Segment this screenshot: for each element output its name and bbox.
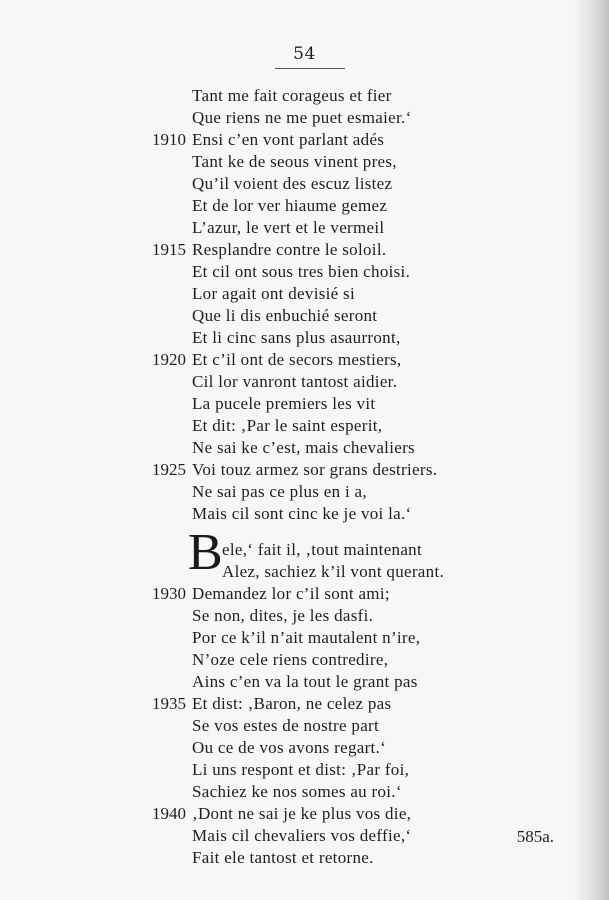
verse-line [0,238,609,262]
line-number: 1935 [152,694,186,713]
verse-text: Ne sai pas ce plus en i a, [192,482,367,501]
line-number: 1910 [152,130,186,149]
verse-text: ‚Dont ne sai je ke plus vos die, [192,804,412,823]
verse-text: ele,‘ fait il, ‚tout maintenant [222,540,423,559]
verse-text: Li uns respont et dist: ‚Par foi, [192,760,410,779]
verse-text: Fait ele tantost et retorne. [192,848,374,867]
verse-line [0,480,609,504]
verse-text: Alez, sachiez k’il vont querant. [222,562,445,581]
verse-text: Et dit: ‚Par le saint esperit, [192,416,383,435]
verse-line [0,626,609,650]
verse-text: Resplandre contre le soloil. [192,240,387,259]
verse-line [0,736,609,760]
verse-text: Que riens ne me puet esmaier.‘ [192,108,412,127]
verse-text: L’azur, le vert et le vermeil [192,218,385,237]
verse-line [0,670,609,694]
line-number: 1920 [152,350,186,369]
margin-note: 585a. [516,827,554,846]
verse-text: Se non, dites, je les dasfi. [192,606,374,625]
verse-line [0,128,609,152]
verse-line [0,370,609,394]
verse-text: Voi touz armez sor grans destriers. [192,460,438,479]
line-number: 1925 [152,460,186,479]
verse-text: Ensi c’en vont parlant adés [192,130,385,149]
verse-text: La pucele premiers les vit [192,394,376,413]
verse-line [0,582,609,606]
verse-line [0,150,609,174]
verse-line [0,172,609,196]
verse-text: Et c’il ont de secors mestiers, [192,350,402,369]
verse-text: Lor agait ont devisié si [192,284,355,303]
verse-text: Et cil ont sous tres bien choisi. [192,262,411,281]
verse-line [0,846,609,870]
verse-text: Sachiez ke nos somes au roi.‘ [192,782,402,801]
verse-line [0,780,609,804]
page-number-rule [275,68,345,69]
verse-line [0,414,609,438]
verse-text: Demandez lor c’il sont ami; [192,584,390,603]
verse-line [0,802,609,826]
verse-text: Tant ke de seous vinent pres, [192,152,397,171]
verse-text: Tant me fait corageus et fier [192,86,392,105]
verse-line [0,260,609,284]
verse-line [0,538,609,562]
verse-line [0,758,609,782]
drop-cap: B [188,524,223,581]
verse-line [0,714,609,738]
verse-text: Cil lor vanront tantost aidier. [192,372,398,391]
verse-line [0,326,609,350]
line-number: 1915 [152,240,186,259]
verse-text: Mais cil chevaliers vos deffie,‘ [192,826,412,845]
verse-line [0,458,609,482]
verse-line [0,216,609,240]
page-number: 54 [293,44,316,64]
verse-text: Et de lor ver hiaume gemez [192,196,388,215]
verse-line [0,392,609,416]
verse-text: Mais cil sont cinc ke je voi la.‘ [192,504,412,523]
verse-line [0,194,609,218]
verse-line [0,692,609,716]
verse-text: Et li cinc sans plus asaurront, [192,328,401,347]
verse-line [0,502,609,526]
verse-text: Ou ce de vos avons regart.‘ [192,738,387,757]
verse-line [0,604,609,628]
verse-line [0,648,609,672]
verse-text: Qu’il voient des escuz listez [192,174,393,193]
verse-text: Se vos estes de nostre part [192,716,380,735]
verse-text: Ains c’en va la tout le grant pas [192,672,418,691]
verse-line [0,304,609,328]
verse-line [0,282,609,306]
verse-line [0,106,609,130]
verse-text: Por ce k’il n’ait mautalent n’ire, [192,628,421,647]
line-number: 1930 [152,584,186,603]
verse-line [0,436,609,460]
verse-line [0,84,609,108]
verse-text: Ne sai ke c’est, mais chevaliers [192,438,415,457]
verse-line [0,560,609,584]
line-number: 1940 [152,804,186,823]
verse-line [0,348,609,372]
verse-text: N’oze cele riens contredire, [192,650,389,669]
verse-text: Que li dis enbuchié seront [192,306,378,325]
verse-text: Et dist: ‚Baron, ne celez pas [192,694,392,713]
